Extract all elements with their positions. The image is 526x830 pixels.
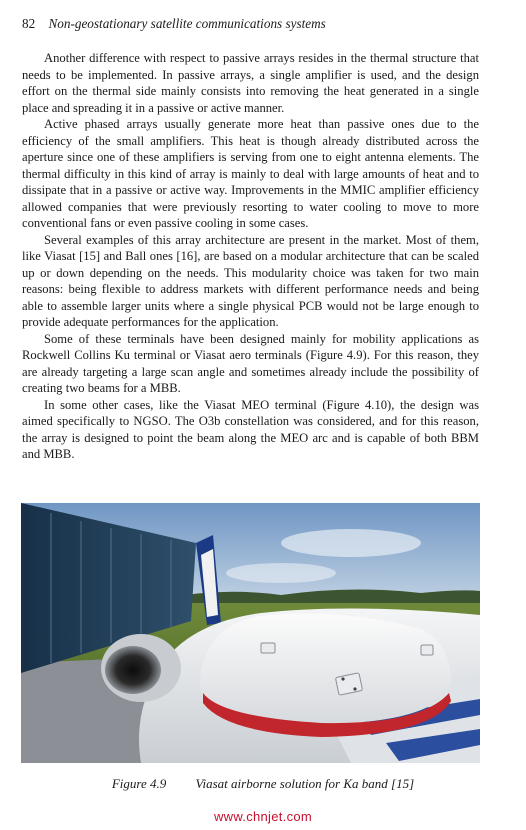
paragraph: Several examples of this array architecture are present in the market. Most of them, like Viasat [15] and Ball ones [16], are based on a modular architecture that can be scaled up or down depending on the needs. This modularity choice was taken for two main reasons: being flexible to address markets with different performance needs and being able to assemble larger units where a single physical PCB would not be large enough to provide adequate performances for the application. [22, 232, 479, 329]
engine-intake [105, 646, 161, 694]
figure-photo-airplane-radome [21, 503, 480, 763]
paragraph: In some other cases, like the Viasat MEO terminal (Figure 4.10), the design was aimed specifically to NGSO. The O3b constellation was considered, and for this reason, the array is designed to point the beam along the MEO arc and is capable of both BBM and MBB. [22, 397, 479, 461]
paragraph: Active phased arrays usually generate more heat than passive ones due to the efficiency of the small amplifiers. This heat is though already distributed across the aperture since one of these amplifiers is serving from one to eight antenna elements. The thermal difficulty in this kind of array is mainly to deal with large amounts of heat and to dissipate that in a passive or active way. Improvements in the MMIC amplifier efficiency allowed companies that were previously resorting to water cooling to move to more conventional fans or even passive cooling in some cases. [22, 117, 479, 230]
figure-caption [0, 776, 526, 792]
airplane-radome-illustration [21, 503, 480, 763]
running-title: Non-geostationary satellite communications systems [48, 16, 326, 31]
running-header [22, 16, 326, 32]
figure-label: Figure 4.9 [111, 776, 167, 791]
body-text [22, 50, 479, 463]
paragraph: Some of these terminals have been designed mainly for mobility applications as Rockwell Collins Ku terminal or Viasat aero terminals (Figure 4.9). For this reason, they are already targeting a large scan angle and sometimes already include the possibility of creating two beams for a MBB. [22, 331, 479, 395]
radome [200, 614, 451, 724]
watermark-url: www.chnjet.com [213, 809, 313, 824]
page-number: 82 [22, 16, 36, 31]
figure-caption-text: Viasat airborne solution for Ka band [15] [195, 776, 415, 791]
paragraph: Another difference with respect to passive arrays resides in the thermal structure that needs to be implemented. In passive arrays, a single amplifier is used, and the design effort on the thermal side mainly consists into removing the heat generated in a single place and spreading it in a passive or active manner. [22, 51, 479, 115]
